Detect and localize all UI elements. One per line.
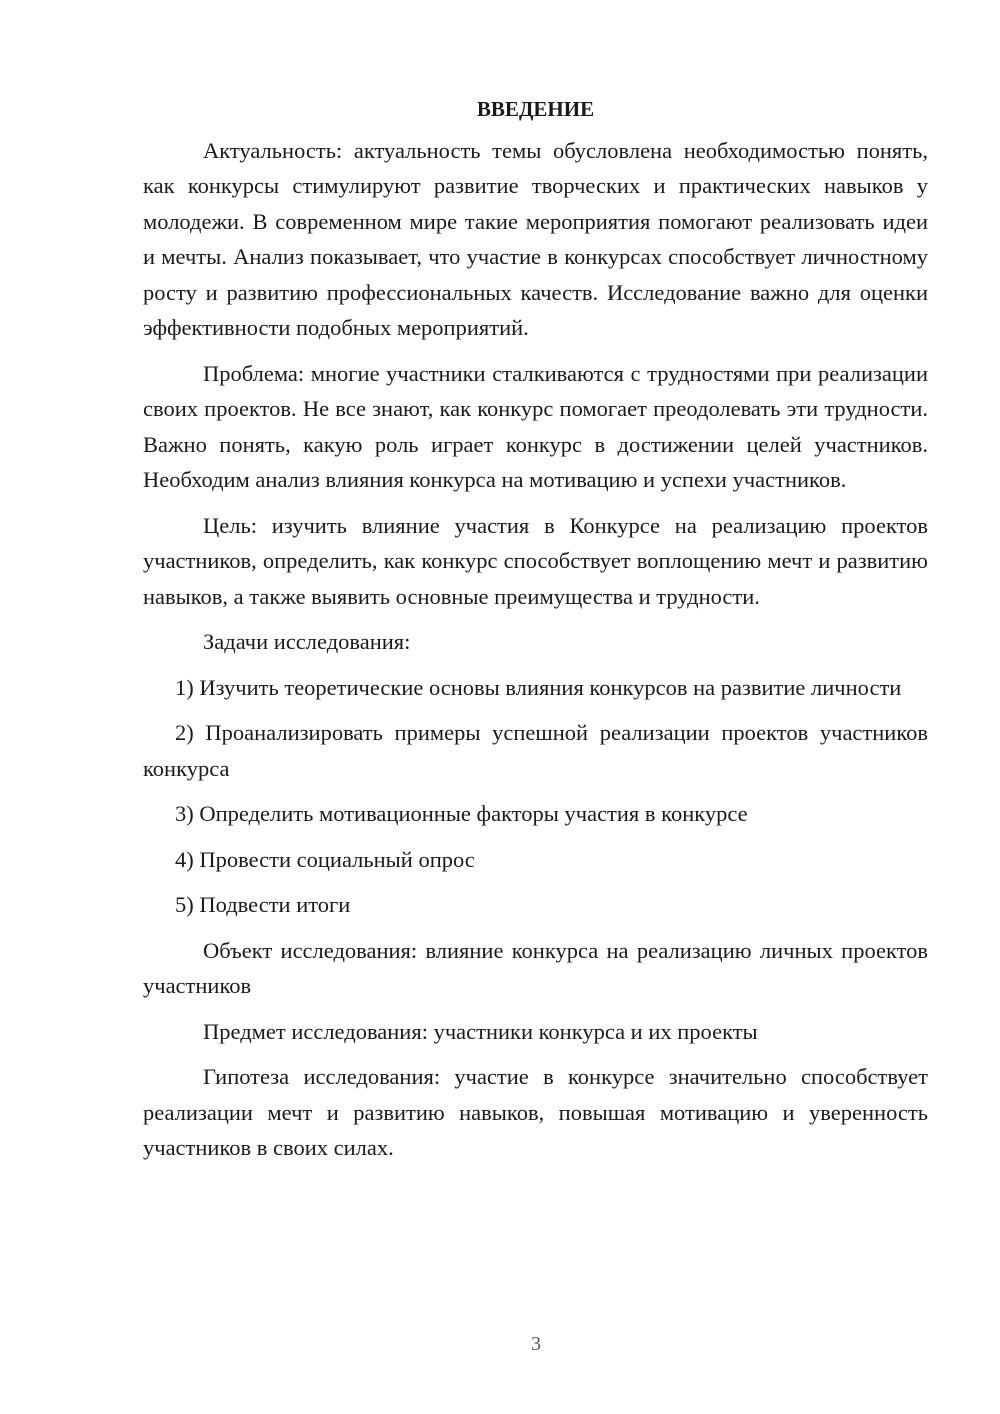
task-item: 2) Проанализировать примеры успешной реализации проектов участников конкурса — [143, 720, 928, 781]
paragraph-subject: Предмет исследования: участники конкурса и их проекты — [203, 1018, 758, 1044]
task-item: 4) Провести социальный опрос — [175, 846, 475, 872]
task-item: 5) Подвести итоги — [175, 892, 351, 917]
paragraph-goal: Цель: изучить влияние участия в Конкурсе на реализацию проектов участников, определить, как конкурс способствует воплощению мечт и развитию навыков, а также выявить основные преимущества и трудности. — [143, 512, 928, 609]
paragraph-hypothesis: Гипотеза исследования: участие в конкурсе значительно способствует реализации мечт и развитию навыков, повышая мотивацию и уверенность участников в своих силах. — [143, 1064, 928, 1160]
paragraph-relevance: Актуальность: актуальность темы обусловлена необходимостью понять, как конкурсы стимулируют развитие творческих и практических навыков у молодежи. В современном мире такие мероприятия помогают реализовать идеи и мечты. Анализ показывает, что участие в конкурсах способствует личностному росту и развитию профессиональных качеств. Исследование важно для оценки эффективности подобных мероприятий. — [143, 137, 928, 340]
document-page — [143, 92, 928, 1176]
task-item: 1) Изучить теоретические основы влияния конкурсов на развитие личности — [175, 674, 902, 700]
task-item: 3) Определить мотивационные факторы участия в конкурсе — [175, 801, 748, 826]
tasks-heading: Задачи исследования: — [203, 629, 411, 654]
page-number: 3 — [531, 1333, 541, 1355]
section-title: ВВЕДЕНИЕ — [476, 97, 595, 121]
paragraph-problem: Проблема: многие участники сталкиваются с трудностями при реализации своих проектов. Не все знают, как конкурс помогает преодолевать эти трудности. Важно понять, какую роль играет конкурс в достижении целей участников. Необходим анализ влияния конкурса на мотивацию и успехи участников. — [143, 360, 928, 492]
paragraph-object: Объект исследования: влияние конкурса на реализацию личных проектов участников — [143, 937, 928, 998]
